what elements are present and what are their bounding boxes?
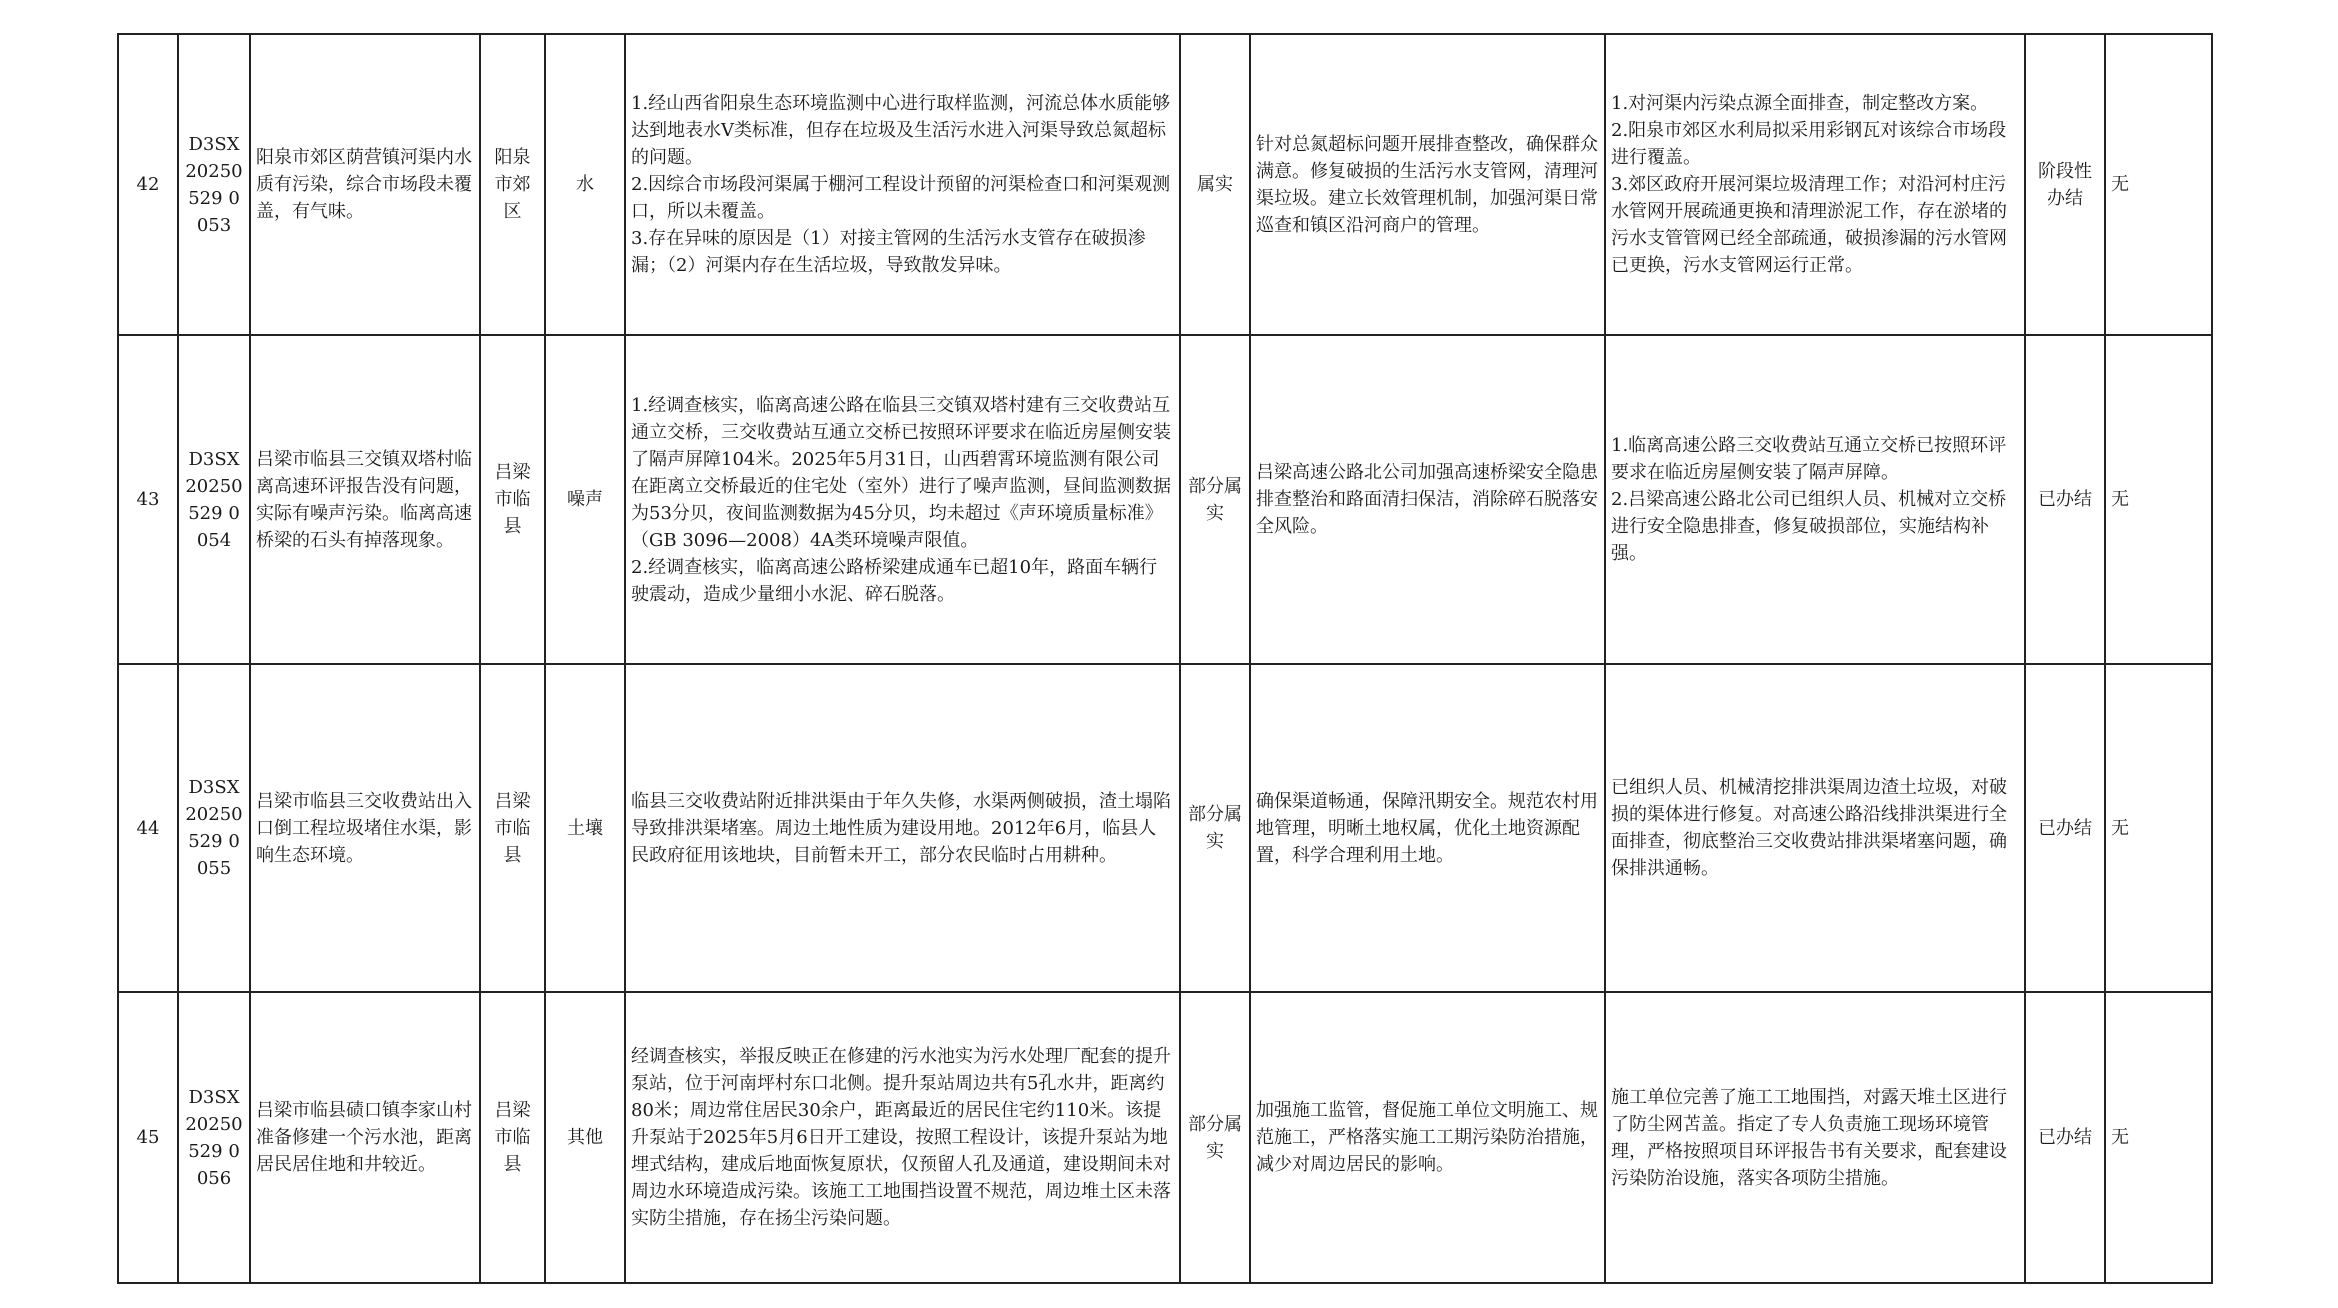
- verification-result: 部分属实: [1180, 335, 1250, 664]
- complaint-content: 吕梁市临县碛口镇李家山村准备修建一个污水池，距离居民居住地和井较近。: [250, 992, 480, 1283]
- completion-status: 已办结: [2025, 335, 2105, 664]
- investigation-findings: [625, 664, 1180, 992]
- rectification-actions: [1605, 664, 2025, 992]
- verification-result: 部分属实: [1180, 664, 1250, 992]
- table-row: [118, 335, 2212, 664]
- accountability: 无: [2105, 335, 2212, 664]
- case-code: D3SX20250529 0055: [178, 664, 250, 992]
- rectification-goal: 针对总氮超标问题开展排查整改，确保群众满意。修复破损的生活污水支管网，清理河渠垃圾。建立长效管理机制，加强河渠日常巡查和镇区沿河商户的管理。: [1250, 34, 1605, 335]
- rectification-actions: [1605, 34, 2025, 335]
- case-code: D3SX20250529 0053: [178, 34, 250, 335]
- row-number: 42: [118, 34, 178, 335]
- pollution-type: 其他: [545, 992, 625, 1283]
- investigation-findings: [625, 335, 1180, 664]
- finding-line: 临县三交收费站附近排洪渠由于年久失修，水渠两侧破损，渣土塌陷导致排洪渠堵塞。周边土地性质为建设用地。2012年6月，临县人民政府征用该地块，目前暂未开工，部分农民临时占用耕种。: [631, 790, 1171, 866]
- region: 吕梁市临县: [480, 992, 545, 1283]
- complaint-content: 吕梁市临县三交收费站出入口倒工程垃圾堵住水渠，影响生态环境。: [250, 664, 480, 992]
- rectification-goal: 吕梁高速公路北公司加强高速桥梁安全隐患排查整治和路面清扫保洁，消除碎石脱落安全风险。: [1250, 335, 1605, 664]
- verification-result: 属实: [1180, 34, 1250, 335]
- action-line: 施工单位完善了施工工地围挡，对露天堆土区进行了防尘网苫盖。指定了专人负责施工现场环境管理，严格按照项目环评报告书有关要求，配套建设污染防治设施，落实各项防尘措施。: [1611, 1086, 2007, 1189]
- completion-status: 已办结: [2025, 664, 2105, 992]
- row-number: 45: [118, 992, 178, 1283]
- investigation-findings: [625, 34, 1180, 335]
- table-row: [118, 664, 2212, 992]
- action-line: 1.对河渠内污染点源全面排查，制定整改方案。 2.阳泉市郊区水利局拟采用彩钢瓦对该综合市场段进行覆盖。 3.郊区政府开展河渠垃圾清理工作；对沿河村庄污水管网开展疏通更换和清理淤泥工作，存在淤堵的污水支管管网已经全部疏通，破损渗漏的污水管网已更换，污水支管网运行正常。: [1611, 93, 2007, 276]
- rectification-actions: [1605, 335, 2025, 664]
- accountability: 无: [2105, 992, 2212, 1283]
- finding-line: 经调查核实，举报反映正在修建的污水池实为污水处理厂配套的提升泵站，位于河南坪村东口北侧。提升泵站周边共有5孔水井，距离约80米；周边常住居民30余户，距离最近的居民住宅约110米。该提升泵站于2025年5月6日开工建设，按照工程设计，该提升泵站为地埋式结构，建成后地面恢复原状，仅预留人孔及通道，建设期间未对周边水环境造成污染。该施工工地围挡设置不规范，周边堆土区未落实防尘措施，存在扬尘污染问题。: [631, 1046, 1171, 1229]
- pollution-type: 土壤: [545, 664, 625, 992]
- verification-result: 部分属实: [1180, 992, 1250, 1283]
- region: 吕梁市临县: [480, 664, 545, 992]
- region: 吕梁市临县: [480, 335, 545, 664]
- accountability: 无: [2105, 34, 2212, 335]
- row-number: 44: [118, 664, 178, 992]
- investigation-findings: [625, 992, 1180, 1283]
- region: 阳泉市郊区: [480, 34, 545, 335]
- rectification-goal: 加强施工监管，督促施工单位文明施工、规范施工，严格落实施工工期污染防治措施，减少对周边居民的影响。: [1250, 992, 1605, 1283]
- complaint-table: [117, 33, 2213, 1284]
- case-code: D3SX20250529 0054: [178, 335, 250, 664]
- table-row: [118, 992, 2212, 1283]
- action-line: 已组织人员、机械清挖排洪渠周边渣土垃圾，对破损的渠体进行修复。对高速公路沿线排洪渠进行全面排查，彻底整治三交收费站排洪渠堵塞问题，确保排洪通畅。: [1611, 777, 2007, 879]
- accountability: 无: [2105, 664, 2212, 992]
- case-code: D3SX20250529 0056: [178, 992, 250, 1283]
- finding-line: 1.经山西省阳泉生态环境监测中心进行取样监测，河流总体水质能够达到地表水Ⅴ类标准，但存在垃圾及生活污水进入河渠导致总氮超标的问题。 2.因综合市场段河渠属于棚河工程设计预留的河渠检查口和河渠观测口，所以未覆盖。 3.存在异味的原因是（1）对接主管网的生活污水支管存在破损渗漏；（2）河渠内存在生活垃圾，导致散发异味。: [631, 93, 1171, 276]
- table-row: [118, 34, 2212, 335]
- completion-status: 已办结: [2025, 992, 2105, 1283]
- row-number: 43: [118, 335, 178, 664]
- pollution-type: 噪声: [545, 335, 625, 664]
- complaint-content: 阳泉市郊区荫营镇河渠内水质有污染，综合市场段未覆盖，有气味。: [250, 34, 480, 335]
- pollution-type: 水: [545, 34, 625, 335]
- completion-status: 阶段性办结: [2025, 34, 2105, 335]
- action-line: 1.临离高速公路三交收费站互通立交桥已按照环评要求在临近房屋侧安装了隔声屏障。 2.吕梁高速公路北公司已组织人员、机械对立交桥进行安全隐患排查，修复破损部位，实施结构补强。: [1611, 435, 2007, 564]
- complaint-content: 吕梁市临县三交镇双塔村临离高速环评报告没有问题，实际有噪声污染。临离高速桥梁的石头有掉落现象。: [250, 335, 480, 664]
- rectification-actions: [1605, 992, 2025, 1283]
- rectification-goal: 确保渠道畅通，保障汛期安全。规范农村用地管理，明晰土地权属，优化土地资源配置，科学合理利用土地。: [1250, 664, 1605, 992]
- finding-line: 1.经调查核实，临离高速公路在临县三交镇双塔村建有三交收费站互通立交桥，三交收费站互通立交桥已按照环评要求在临近房屋侧安装了隔声屏障104米。2025年5月31日，山西碧霄环境监测有限公司在距离立交桥最近的住宅处（室外）进行了噪声监测，昼间监测数据为53分贝，夜间监测数据为45分贝，均未超过《声环境质量标准》（GB 3096—2008）4A类环境噪声限值。 2.经调查核实，临离高速公路桥梁建成通车已超10年，路面车辆行驶震动，造成少量细小水泥、碎石脱落。: [631, 394, 1171, 605]
